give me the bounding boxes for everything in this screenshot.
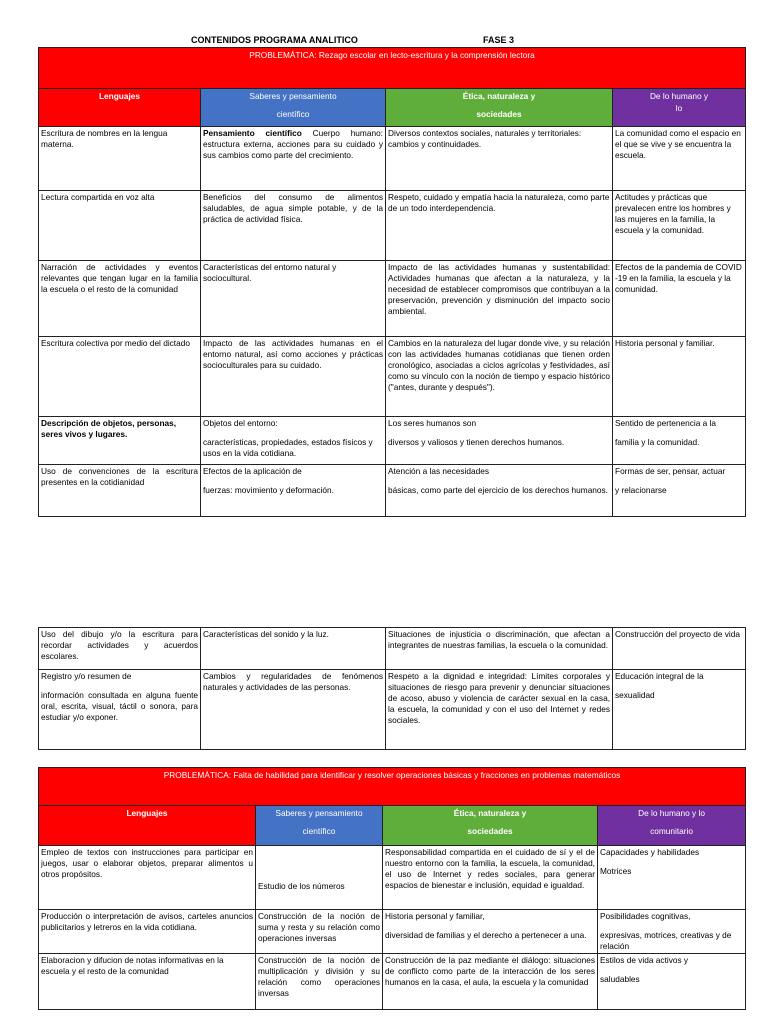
cell-saberes: Estudio de los números — [256, 846, 383, 910]
table-row — [39, 954, 746, 1010]
cell-saberes: Características del entorno natural y sociocultural. — [201, 261, 386, 337]
cell-etica: Atención a las necesidades básicas, como parte del ejercicio de los derechos humanos. — [386, 465, 613, 517]
table-row — [39, 846, 746, 910]
column-header-etica: Ética, naturaleza y sociedades — [383, 806, 598, 846]
cell-saberes: Impacto de las actividades humanas en el entorno natural, así como acciones y prácticas socioculturales para su cuidado. — [201, 337, 386, 417]
cell-saberes: Objetos del entorno: características, propiedades, estados físicos y usos en la vida cotidiana. — [201, 417, 386, 465]
cell-humano: Educación integral de la sexualidad — [613, 670, 746, 750]
column-header-lenguajes: Lenguajes — [39, 89, 201, 127]
content-table-3 — [38, 767, 746, 1010]
cell-humano: Construcción del proyecto de vida — [613, 628, 746, 670]
column-header-humano: De lo humano y lo comunitario — [598, 806, 746, 846]
cell-saberes: Cambios y regularidades de fenómenos naturales y actividades de las personas. — [201, 670, 386, 750]
cell-etica: Responsabilidad compartida en el cuidado de sí y el de nuestro entorno con la familia, la escuela, la comunidad, el uso de Internet y redes sociales, para generar espacios de bienestar e inclusión, equidad e igualdad. — [383, 846, 598, 910]
cell-humano: Efectos de la pandemia de COVID -19 en la familia, la escuela y la comunidad. — [613, 261, 746, 337]
cell-etica: Construcción de la paz mediante el diálogo: situaciones de conflicto como parte de la interacción de los seres humanos en la casa, el aula, la escuela y la comunidad — [383, 954, 598, 1010]
table-row — [39, 191, 746, 261]
cell-lenguajes: Uso del dibujo y/o la escritura para recordar actividades y acuerdos escolares. — [39, 628, 201, 670]
table-row — [39, 628, 746, 670]
cell-lenguajes: Escritura colectiva por medio del dictado — [39, 337, 201, 417]
cell-etica: Diversos contextos sociales, naturales y territoriales: cambios y continuidades. — [386, 127, 613, 191]
cell-saberes: Características del sonido y la luz. — [201, 628, 386, 670]
cell-humano: Sentido de pertenencia a la familia y la comunidad. — [613, 417, 746, 465]
column-header-saberes: Saberes y pensamiento científico — [201, 89, 386, 127]
cell-humano: La comunidad como el espacio en el que se vive y se encuentra la escuela. — [613, 127, 746, 191]
cell-lenguajes: Registro y/o resumen de información consultada en alguna fuente oral, escrita, visual, táctil o sonora, para estudiar y/o exponer. — [39, 670, 201, 750]
table-row — [39, 670, 746, 750]
cell-etica: Respeto, cuidado y empatía hacia la naturaleza, como parte de un todo interdependencia. — [386, 191, 613, 261]
cell-lenguajes: Lectura compartida en voz alta — [39, 191, 201, 261]
content-table-1 — [38, 47, 746, 517]
cell-lenguajes: Producción o interpretación de avisos, carteles anuncios publicitarios y letreros en la vida cotidiana. — [39, 910, 256, 954]
cell-humano: Formas de ser, pensar, actuar y relacionarse — [613, 465, 746, 517]
cell-etica: Respeto a la dignidad e integridad: Límites corporales y situaciones de riesgo para prevenir y denunciar situaciones de acoso, abuso y violencia de carácter sexual en la casa, la escuela, la comunidad y con el uso del Internet y redes sociales. — [386, 670, 613, 750]
table-row — [39, 465, 746, 517]
document-title: CONTENIDOS PROGRAMA ANALITICO — [191, 35, 358, 45]
table-row — [39, 261, 746, 337]
cell-lenguajes: Uso de convenciones de la escritura presentes en la cotidianidad — [39, 465, 201, 517]
document-header — [0, 35, 768, 47]
table-row — [39, 127, 746, 191]
table-row — [39, 417, 746, 465]
cell-lenguajes: Empleo de textos con instrucciones para participar en juegos, usar o elaborar objetos, preparar alimentos u otros propósitos. — [39, 846, 256, 910]
cell-saberes: Construcción de la noción de suma y resta y su relación como operaciones inversas — [256, 910, 383, 954]
problem-banner: PROBLEMÁTICA: Rezago escolar en lecto-escritura y la comprensión lectora — [39, 48, 746, 89]
cell-humano: Actitudes y prácticas que prevalecen entre los hombres y las mujeres en la familia, la escuela y la comunidad. — [613, 191, 746, 261]
cell-saberes: Pensamiento científico Cuerpo humano: estructura externa, acciones para su cuidado y sus cambios como parte del crecimiento. — [201, 127, 386, 191]
cell-humano: Capacidades y habilidades Motrices — [598, 846, 746, 910]
document-phase: FASE 3 — [483, 35, 515, 45]
column-header-saberes: Saberes y pensamiento científico — [256, 806, 383, 846]
problem-banner: PROBLEMÁTICA: Falta de habilidad para identificar y resolver operaciones básicas y fracciones en problemas matemáticos — [39, 768, 746, 806]
cell-saberes: Efectos de la aplicación de fuerzas: movimiento y deformación. — [201, 465, 386, 517]
column-header-lenguajes: Lenguajes — [39, 806, 256, 846]
cell-saberes: Beneficios del consumo de alimentos saludables, de agua simple potable, y de la práctica de actividad física. — [201, 191, 386, 261]
cell-humano: Posibilidades cognitivas, expresivas, motrices, creativas y de relación — [598, 910, 746, 954]
column-header-etica: Ética, naturaleza y sociedades — [386, 89, 613, 127]
cell-humano: Historia personal y familiar. — [613, 337, 746, 417]
cell-lenguajes: Escritura de nombres en la lengua materna. — [39, 127, 201, 191]
cell-lenguajes: Descripción de objetos, personas, seres vivos y lugares. — [39, 417, 201, 465]
content-table-2 — [38, 627, 746, 750]
cell-lenguajes: Narración de actividades y eventos relevantes que tengan lugar en la familia la escuela o el resto de la comunidad — [39, 261, 201, 337]
cell-etica: Impacto de las actividades humanas y sustentabilidad: Actividades humanas que afectan a la naturaleza, y la necesidad de establecer compromisos que contribuyan a la preservación, prevención y disminución del impacto socio ambiental. — [386, 261, 613, 337]
table-row — [39, 910, 746, 954]
cell-humano: Estilos de vida activos y saludables — [598, 954, 746, 1010]
cell-etica: Cambios en la naturaleza del lugar donde vive, y su relación con las actividades humanas cotidianas que tienen orden cronológico, asociadas a ciclos agrícolas y festividades, así como su vínculo con la noción de tiempo y espacio histórico ("antes, durante y después"). — [386, 337, 613, 417]
cell-etica: Situaciones de injusticia o discriminación, que afectan a integrantes de nuestras familias, la escuela o la comunidad. — [386, 628, 613, 670]
column-header-humano: De lo humano y lo — [613, 89, 746, 127]
cell-etica: Historia personal y familiar, diversidad de familias y el derecho a pertenecer a una. — [383, 910, 598, 954]
cell-etica: Los seres humanos son diversos y valiosos y tienen derechos humanos. — [386, 417, 613, 465]
cell-lenguajes: Elaboracion y difucion de notas informativas en la escuela y el resto de la comunidad — [39, 954, 256, 1010]
cell-saberes: Construcción de la noción de multiplicación y división y su relación como operaciones inversas — [256, 954, 383, 1010]
table-row — [39, 337, 746, 417]
